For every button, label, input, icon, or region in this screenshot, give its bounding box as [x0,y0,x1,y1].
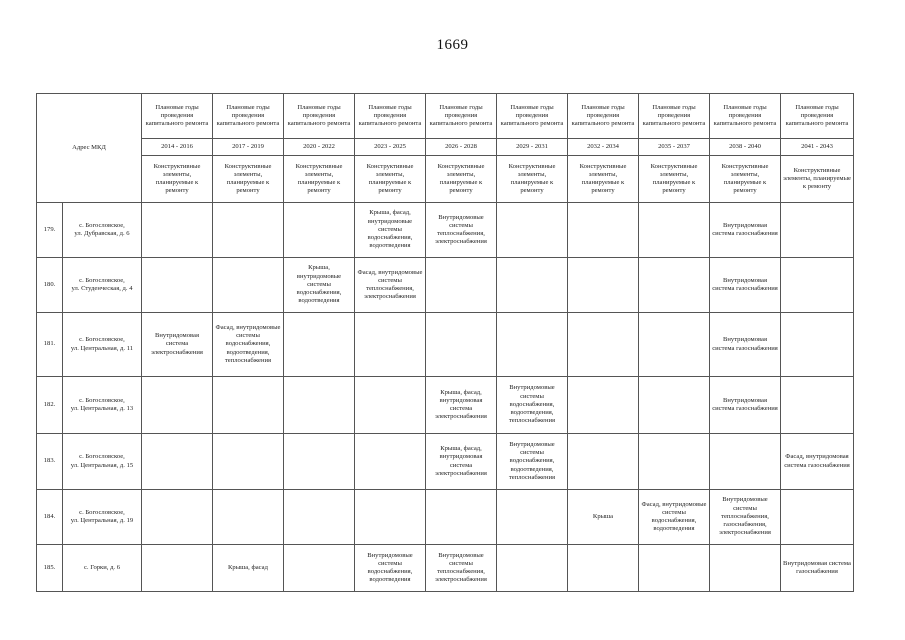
repair-elements-cell [426,313,497,377]
repair-elements-cell: Внутридомовые системы водоснабжения, водоотведения [355,545,426,592]
header-row-year-ranges [37,139,854,156]
repair-elements-cell [497,258,568,313]
row-number: 182. [37,377,63,434]
table-row [37,377,854,434]
row-number: 179. [37,203,63,258]
repair-elements-cell: Внутридомовые системы теплоснабжения, электроснабжения [426,545,497,592]
table-row [37,490,854,545]
table-row [37,203,854,258]
row-number: 181. [37,313,63,377]
year-range: 2038 - 2040 [710,139,781,156]
year-range: 2035 - 2037 [639,139,710,156]
repair-elements-cell: Фасад, внутридомовые системы водоснабжения, водоотведения, теплоснабжения [213,313,284,377]
repair-elements-cell [781,490,854,545]
address-cell [63,377,142,434]
repair-elements-cell [355,377,426,434]
year-range: 2014 - 2016 [142,139,213,156]
repair-elements-cell: Крыша, фасад, внутридомовая система электроснабжения [426,377,497,434]
table-row [37,313,854,377]
address-line-2: ул. Центральная, д. 11 [70,344,134,352]
address-cell [63,203,142,258]
address-line-2: ул. Центральная, д. 13 [70,405,134,412]
address-line-1: с. Богословское, [79,276,125,284]
address-line-2: ул. Центральная, д. 15 [70,461,134,469]
element-header-label: Конструктивные элементы, планируемые к ремонту [142,156,213,203]
repair-elements-cell [710,545,781,592]
year-header-label: Плановые годы проведения капитального ремонта [497,94,568,139]
address-line-1: с. Богословское, [79,336,125,344]
repair-elements-cell [142,258,213,313]
repair-elements-cell [284,545,355,592]
row-number: 183. [37,434,63,490]
repair-elements-cell [284,377,355,434]
row-number: 180. [37,258,63,313]
repair-elements-cell [213,377,284,434]
repair-elements-cell [284,434,355,490]
repair-elements-cell [639,258,710,313]
year-header-label: Плановые годы проведения капитального ремонта [213,94,284,139]
repair-elements-cell [426,258,497,313]
year-header-label: Плановые годы проведения капитального ремонта [284,94,355,139]
repair-elements-cell [355,434,426,490]
capital-repair-schedule-table [36,93,854,592]
page-number: 1669 [436,37,469,53]
row-number: 184. [37,490,63,545]
year-range: 2032 - 2034 [568,139,639,156]
address-cell [63,434,142,490]
repair-elements-cell: Внутридомовая система газоснабжения [710,313,781,377]
table-row [37,545,854,592]
address-cell [63,545,142,592]
year-header-label: Плановые годы проведения капитального ремонта [639,94,710,139]
repair-elements-cell [213,434,284,490]
year-range: 2017 - 2019 [213,139,284,156]
address-line-1: с. Богословское, [79,453,125,461]
address-line-2: ул. Студенческая, д. 4 [71,285,133,292]
element-header-label: Конструктивные элементы, планируемые к ремонту [497,156,568,203]
repair-elements-cell [568,545,639,592]
year-header-label: Плановые годы проведения капитального ремонта [142,94,213,139]
address-line-1: с. Горки, д. 6 [83,563,121,571]
element-header-label: Конструктивные элементы, планируемые к ремонту [213,156,284,203]
repair-elements-cell [568,313,639,377]
address-line-2: ул. Центральная, д. 19 [70,517,134,524]
table-row [37,258,854,313]
repair-elements-cell [142,203,213,258]
element-header-label: Конструктивные элементы, планируемые к ремонту [568,156,639,203]
address-cell [63,313,142,377]
repair-elements-cell: Крыша, фасад [213,545,284,592]
repair-elements-cell [781,203,854,258]
repair-elements-cell: Крыша, фасад, внутридомовая система электроснабжения [426,434,497,490]
repair-elements-cell: Внутридомовые системы теплоснабжения, газоснабжения, электроснабжения [710,490,781,545]
repair-elements-cell: Внутридомовая система газоснабжения [781,545,854,592]
element-header-label: Конструктивные элементы, планируемые к ремонту [426,156,497,203]
repair-elements-cell [710,434,781,490]
row-number: 185. [37,545,63,592]
address-line-1: с. Богословское, [79,396,125,404]
year-header-label: Плановые годы проведения капитального ремонта [426,94,497,139]
repair-elements-cell [639,313,710,377]
address-header: Адрес МКД [37,94,142,203]
repair-elements-cell [497,313,568,377]
repair-elements-cell: Крыша [568,490,639,545]
repair-elements-cell: Фасад, внутридомовая система газоснабжения [781,434,854,490]
address-line-2: ул. Дубравская, д. 6 [74,230,130,237]
repair-elements-cell: Внутридомовая система газоснабжения [710,203,781,258]
repair-elements-cell [781,377,854,434]
address-line-1: с. Богословское, [79,508,125,516]
year-range: 2029 - 2031 [497,139,568,156]
element-header-label: Конструктивные элементы, планируемые к ремонту [355,156,426,203]
repair-elements-cell [142,545,213,592]
year-range: 2023 - 2025 [355,139,426,156]
repair-elements-cell [426,490,497,545]
header-row-years-label [37,94,854,139]
repair-elements-cell [781,313,854,377]
repair-elements-cell [142,377,213,434]
year-range: 2026 - 2028 [426,139,497,156]
repair-elements-cell [142,490,213,545]
year-range: 2041 - 2043 [781,139,854,156]
year-range: 2020 - 2022 [284,139,355,156]
repair-elements-cell: Внутридомовые системы водоснабжения, водоотведения, теплоснабжения [497,434,568,490]
repair-elements-cell [284,203,355,258]
repair-elements-cell [497,203,568,258]
repair-elements-cell [355,313,426,377]
address-cell [63,490,142,545]
table-row [37,434,854,490]
repair-elements-cell [639,434,710,490]
address-line-1: с. Богословское, [79,221,125,229]
address-cell [63,258,142,313]
repair-elements-cell [497,490,568,545]
repair-elements-cell [213,490,284,545]
repair-elements-cell: Внутридомовая система газоснабжения [710,258,781,313]
year-header-label: Плановые годы проведения капитального ремонта [355,94,426,139]
repair-elements-cell [639,545,710,592]
repair-elements-cell [568,258,639,313]
header-row-elements-label [37,156,854,203]
table-header [37,94,854,203]
repair-elements-cell [568,434,639,490]
repair-elements-cell: Крыша, внутридомовые системы водоснабжения, водоотведения [284,258,355,313]
year-header-label: Плановые годы проведения капитального ремонта [781,94,854,139]
repair-elements-cell [568,377,639,434]
repair-elements-cell [213,258,284,313]
repair-elements-cell [781,258,854,313]
repair-elements-cell: Фасад, внутридомовые системы теплоснабжения, электроснабжения [355,258,426,313]
repair-elements-cell [497,545,568,592]
repair-elements-cell [213,203,284,258]
table-body [37,203,854,592]
repair-elements-cell: Внутридомовая система электроснабжения [142,313,213,377]
repair-elements-cell: Фасад, внутридомовые системы водоснабжения, водоотведения [639,490,710,545]
repair-elements-cell: Внутридомовая система газоснабжения [710,377,781,434]
repair-elements-cell: Внутридомовые системы теплоснабжения, электроснабжения [426,203,497,258]
element-header-label: Конструктивные элементы, планируемые к ремонту [639,156,710,203]
repair-elements-cell [639,203,710,258]
repair-elements-cell [568,203,639,258]
repair-elements-cell [639,377,710,434]
repair-elements-cell [284,490,355,545]
year-header-label: Плановые годы проведения капитального ремонта [710,94,781,139]
repair-elements-cell: Крыша, фасад, внутридомовые системы водоснабжения, водоотведения [355,203,426,258]
year-header-label: Плановые годы проведения капитального ремонта [568,94,639,139]
element-header-label: Конструктивные элементы, планируемые к ремонту [710,156,781,203]
repair-elements-cell: Внутридомовые системы водоснабжения, водоотведения, теплоснабжения [497,377,568,434]
element-header-label: Конструктивные элементы, планируемые к ремонту [284,156,355,203]
repair-elements-cell [355,490,426,545]
element-header-label: Конструктивные элементы, планируемые к ремонту [781,156,854,203]
repair-elements-cell [284,313,355,377]
repair-elements-cell [142,434,213,490]
